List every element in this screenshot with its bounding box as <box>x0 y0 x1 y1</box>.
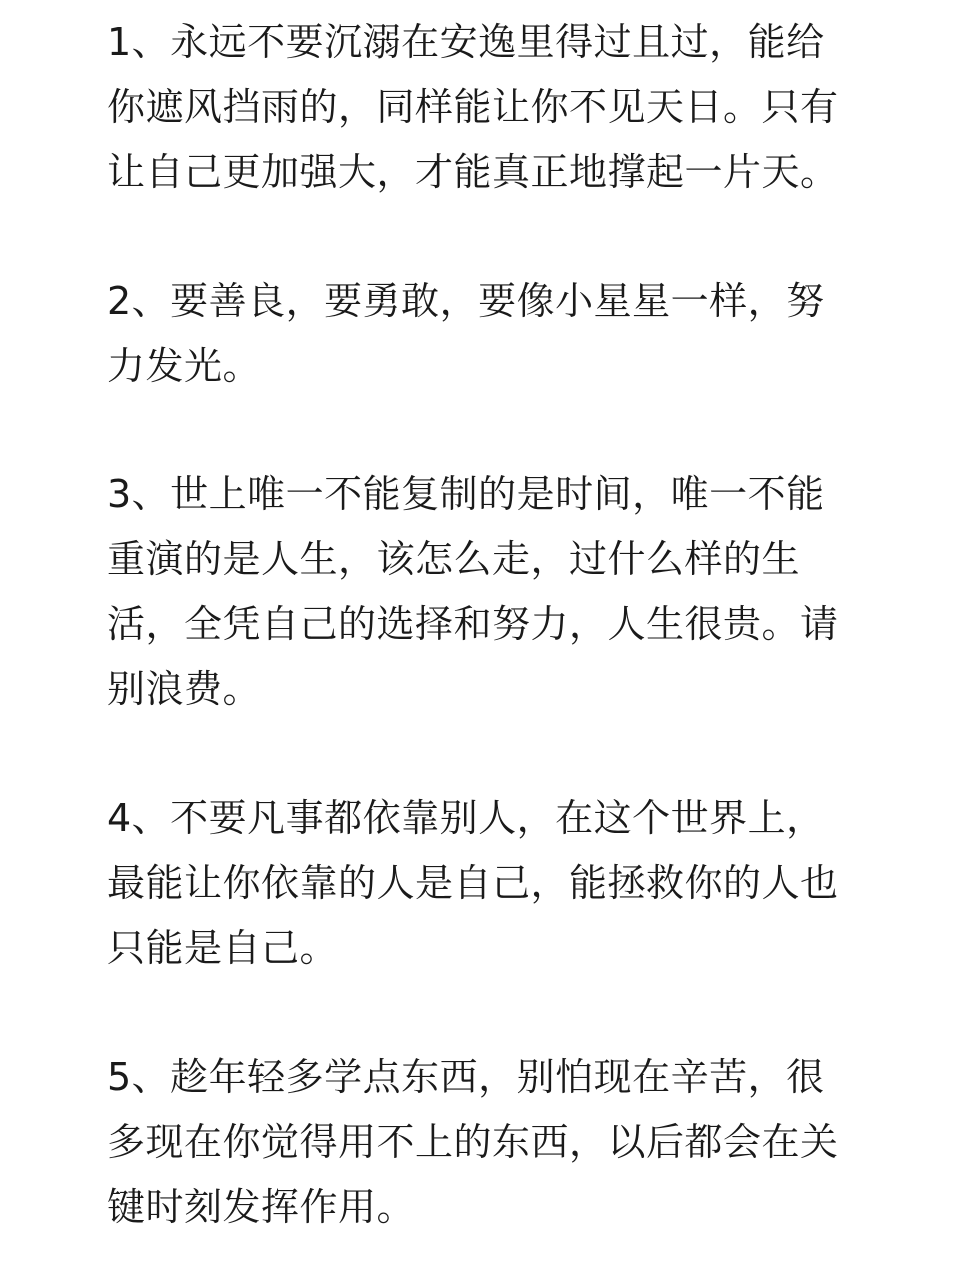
text-line: 重演的是人生，该怎么走，过什么样的生 <box>107 537 801 581</box>
quote-paragraph-3 <box>107 462 867 722</box>
text-line: 键时刻发挥作用。 <box>107 1185 416 1229</box>
text-line: 活，全凭自己的选择和努力，人生很贵。请 <box>107 602 839 646</box>
text-line: 3、世上唯一不能复制的是时间，唯一不能 <box>107 472 825 516</box>
text-line: 多现在你觉得用不上的东西，以后都会在关 <box>107 1120 839 1164</box>
text-line: 别浪费。 <box>107 667 262 711</box>
text-line: 最能让你依靠的人是自己，能拯救你的人也 <box>107 861 839 905</box>
text-line: 5、趁年轻多学点东西，别怕现在辛苦，很 <box>107 1055 825 1099</box>
quote-paragraph-5 <box>107 1045 867 1240</box>
text-line: 2、要善良，要勇敢，要像小星星一样，努 <box>107 279 825 323</box>
text-line: 你遮风挡雨的，同样能让你不见天日。只有 <box>107 85 839 129</box>
text-line: 4、不要凡事都依靠别人，在这个世界上， <box>107 796 825 840</box>
text-line: 力发光。 <box>107 344 262 388</box>
text-line: 只能是自己。 <box>107 926 339 970</box>
text-line: 1、永远不要沉溺在安逸里得过且过，能给 <box>107 20 825 64</box>
text-line: 让自己更加强大，才能真正地撑起一片天。 <box>107 150 839 194</box>
quote-paragraph-2 <box>107 269 867 399</box>
quote-paragraph-1 <box>107 10 867 205</box>
quote-paragraph-4 <box>107 786 867 981</box>
